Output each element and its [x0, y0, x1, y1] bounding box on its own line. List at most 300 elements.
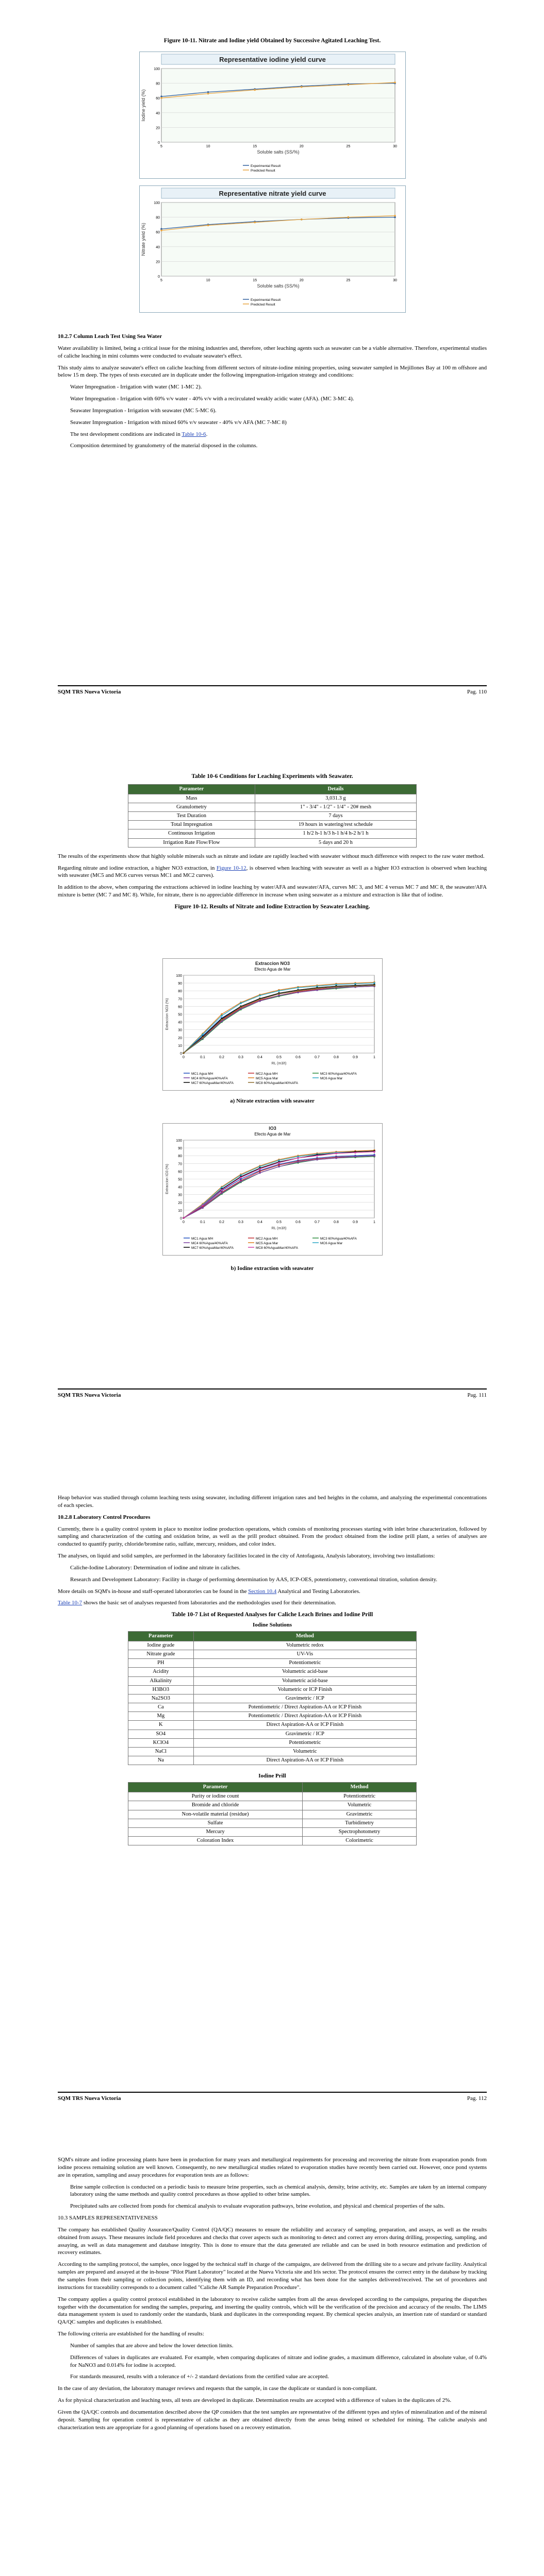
- table-link[interactable]: Table 10-6: [182, 431, 206, 437]
- data-point: [202, 1033, 204, 1036]
- y-tick-label: 100: [154, 201, 160, 205]
- table-cell: Granulometry: [128, 803, 255, 811]
- table-cell: Potentiometric: [303, 1792, 417, 1801]
- table-cell: Mercury: [128, 1827, 303, 1836]
- x-tick-label: 5: [160, 279, 162, 282]
- x-tick-label: 0.4: [257, 1056, 262, 1059]
- list-item: Research and Development Laboratory: Facility in charge of performing determination by AAS, ICP-OES, potentiometry, conventional titration, solution density.: [70, 1576, 437, 1583]
- x-tick-label: 0.9: [353, 1056, 358, 1059]
- data-point: [278, 1162, 280, 1164]
- y-tick-label: 100: [176, 974, 182, 978]
- table-cell: Spectrophotometry: [303, 1827, 417, 1836]
- footer-title: SQM TRS Nueva Victoria: [58, 1392, 121, 1398]
- y-tick-label: 80: [156, 216, 160, 220]
- plot-area: [161, 202, 395, 276]
- legend-label: Experimental Result: [251, 164, 281, 168]
- legend-label: MC6 Agua Mar: [320, 1077, 343, 1080]
- data-point: [207, 93, 209, 95]
- paragraph: SQM's nitrate and iodine processing plants have been in production for many years and metallurgical requirements for processing and recovering the nitrate from evaporation ponds from iodine process remaining solution are well known. Consequently, no new metallurgical studies related to evaporation studies have recently been carried out. However, once pond systems are in operation, sampling and assay procedures for evaporation tests are as follows:: [58, 2157, 487, 2178]
- x-axis-label: Soluble salts (SS/%): [257, 283, 300, 289]
- y-tick-label: 70: [178, 997, 182, 1002]
- table-cell: 1" - 3/4" - 1/2" - 1/4" - 20# mesh: [255, 803, 416, 811]
- y-tick-label: 80: [178, 1155, 182, 1159]
- table-row: [128, 1730, 417, 1738]
- legend-label: MC6 Agua Mar: [320, 1242, 343, 1245]
- x-tick-label: 1: [373, 1056, 375, 1059]
- x-tick-label: 0.3: [238, 1056, 243, 1059]
- legend-label: MC3 60%Agua/40%AFA: [320, 1237, 357, 1241]
- legend-label: MC4 60%Agua/40%AFA: [191, 1077, 228, 1080]
- legend-label: MC1 Agua MH: [191, 1237, 213, 1241]
- table-row: [128, 1747, 417, 1756]
- table-row: [128, 1827, 417, 1836]
- table-cell: Nitrate grade: [128, 1650, 194, 1658]
- data-point: [240, 1180, 242, 1182]
- table-cell: Na2SO3: [128, 1694, 194, 1703]
- paragraph: [58, 1588, 487, 1596]
- table-title: Table 10-7 List of Requested Analyses for Caliche Leach Brines and Iodine Prill: [171, 1612, 373, 1618]
- list-item: Water Impregnation - Irrigation with water (MC 1-MC 2).: [70, 384, 202, 391]
- x-tick-label: 0.5: [276, 1221, 282, 1224]
- page-number: Pag. 111: [467, 1392, 487, 1398]
- table-row: [128, 1810, 417, 1819]
- legend-label: MC5 Agua Mar: [256, 1077, 278, 1080]
- y-tick-label: 0: [180, 1052, 182, 1056]
- data-point: [335, 986, 337, 988]
- legend-label: Experimental Result: [251, 298, 281, 302]
- legend-label: Predicted Result: [251, 303, 275, 307]
- y-tick-label: 20: [156, 260, 160, 264]
- page-112: [0, 1406, 544, 2110]
- data-point: [348, 84, 350, 86]
- x-axis-label: RL (m3/t): [271, 1062, 287, 1065]
- table-title: Table 10-6 Conditions for Leaching Experiments with Seawater.: [191, 773, 353, 779]
- x-tick-label: 0.7: [315, 1221, 320, 1224]
- page-number: Pag. 112: [467, 2095, 487, 2102]
- table-cell: KClO4: [128, 1738, 194, 1747]
- figure-title: Figure 10-12. Results of Nitrate and Iodine Extraction by Seawater Leaching.: [174, 903, 370, 910]
- table-row: [128, 829, 417, 838]
- plot-area: [161, 69, 395, 142]
- legend-label: MC7 60%AguaMar/40%AFA: [191, 1081, 234, 1085]
- y-tick-label: 40: [156, 245, 160, 249]
- y-tick-label: 20: [178, 1036, 182, 1040]
- paragraph: This study aims to analyze seawater's effect on caliche leaching from different sectors of nitrate-iodine mining properties, using seawater sampled in Mejillones Bay at 100 m offshore and below 15 m deep. The types of tests executed are in duplicate under the following impregnation-irrigation strategy and conditions:: [58, 364, 487, 379]
- iodine-extraction-chart-svg: [163, 1124, 382, 1255]
- x-tick-label: 5: [160, 145, 162, 148]
- data-point: [254, 89, 256, 91]
- paragraph: As for physical characterization and leaching tests, all tests are developed in duplicate. Determination results are accepted with a difference of values in the duplicates of 2%.: [58, 2397, 452, 2404]
- table-cell: Volumetric acid-base: [193, 1676, 416, 1685]
- column-header: Method: [303, 1783, 417, 1792]
- table-cell: PH: [128, 1659, 194, 1668]
- y-axis-label: Extraccion NO3 (%): [166, 998, 169, 1030]
- text: The test development conditions are indicated in: [70, 431, 182, 437]
- y-tick-label: 50: [178, 1013, 182, 1017]
- table-row: [128, 1685, 417, 1694]
- y-tick-label: 70: [178, 1162, 182, 1166]
- iodine-yield-chart: [139, 52, 406, 179]
- chart-title: IO3: [269, 1126, 276, 1131]
- conditions-table: [128, 784, 417, 848]
- data-point: [259, 1168, 261, 1170]
- y-tick-label: 20: [156, 126, 160, 130]
- paragraph: Currently, there is a quality control system in place to monitor iodine production operations, which consists of monitoring processes starting with inlet brine characterization, followed by sampling and characterization of the cutting and oxidation brine, as well as the prill product obtained. From the product obtained from the iodine prill plant, a series of analyses are conducted to quantify purity, chloride/bromine ratio, sulfate, mercury, residues, and color index.: [58, 1526, 487, 1548]
- data-point: [394, 81, 396, 83]
- table-row: [128, 1659, 417, 1668]
- iodine-yield-chart-svg: [140, 52, 405, 178]
- data-point: [202, 1037, 204, 1039]
- y-tick-label: 100: [154, 67, 160, 71]
- x-tick-label: 0: [183, 1056, 185, 1059]
- x-tick-label: 0.6: [295, 1221, 301, 1224]
- table-cell: 3,031.3 g: [255, 794, 416, 803]
- table-cell: Potentiometric: [193, 1738, 416, 1747]
- data-point: [207, 225, 209, 227]
- table-cell: Gravimetric: [303, 1810, 417, 1819]
- y-axis-label: Nitrate yield (%): [141, 223, 146, 256]
- table-cell: Gravimetric / ICP: [193, 1694, 416, 1703]
- page-footer: [58, 2092, 487, 2103]
- data-point: [297, 1157, 299, 1159]
- table-row: [128, 1668, 417, 1676]
- column-header: Parameter: [128, 784, 255, 794]
- data-point: [316, 1159, 318, 1161]
- table-link[interactable]: Table 10-7: [58, 1600, 83, 1606]
- table-cell: Irrigation Rate Flow/Flow: [128, 838, 255, 847]
- legend-label: MC7 60%AguaMar/40%AFA: [191, 1246, 234, 1250]
- chart-title: Representative iodine yield curve: [219, 56, 326, 63]
- y-tick-label: 50: [178, 1178, 182, 1182]
- table-subtitle: Iodine Solutions: [252, 1621, 292, 1628]
- y-tick-label: 0: [158, 141, 160, 145]
- data-point: [240, 1177, 242, 1179]
- chart-subtitle: Efecto Agua de Mar: [254, 1132, 291, 1137]
- table-row: [128, 1676, 417, 1685]
- list-item: Number of samples that are above and below the lower detection limits.: [70, 2342, 234, 2349]
- table-cell: 19 hours in watering/rest schedule: [255, 821, 416, 829]
- y-axis-label: Extraccion IO3 (%): [166, 1164, 169, 1194]
- paragraph: Water availability is limited, being a critical issue for the mining industries and, therefore, other leaching agents such as seawater can be a viable alternative. Therefore, experimental studies of caliche leaching in mini columns were conducted to evaluate seawater's effect.: [58, 345, 487, 359]
- paragraph: [58, 1599, 487, 1607]
- data-point: [297, 990, 299, 992]
- table-row: [128, 812, 417, 821]
- data-point: [354, 1151, 356, 1154]
- table-row: [128, 821, 417, 829]
- y-tick-label: 60: [156, 231, 160, 235]
- figure-caption-a: a) Nitrate extraction with seawater: [230, 1098, 315, 1104]
- data-point: [278, 990, 280, 992]
- table-row: [128, 1641, 417, 1650]
- y-tick-label: 10: [178, 1209, 182, 1213]
- nitrate-yield-chart: [139, 185, 406, 313]
- data-point: [278, 993, 280, 995]
- data-point: [259, 998, 261, 1001]
- data-point: [297, 1161, 299, 1163]
- table-subtitle: Iodine Prill: [258, 1773, 286, 1780]
- data-point: [183, 1052, 185, 1054]
- legend-label: Predicted Result: [251, 169, 275, 173]
- x-axis-label: Soluble salts (SS/%): [257, 149, 300, 155]
- paragraph: The following criteria are established for the handling of results:: [58, 2331, 204, 2337]
- x-tick-label: 0.3: [238, 1221, 243, 1224]
- table-row: [128, 1694, 417, 1703]
- table-cell: UV-Vis: [193, 1650, 416, 1658]
- x-tick-label: 0.2: [219, 1056, 224, 1059]
- table-cell: Sulfate: [128, 1819, 303, 1827]
- list-item: Seawater Impregnation - Irrigation with seawater (MC 5-MC 6).: [70, 407, 217, 414]
- legend-label: MC1 Agua MH: [191, 1072, 213, 1076]
- iodine-prill-table: [128, 1782, 417, 1845]
- section-heading: 10.2.7 Column Leach Test Using Sea Water: [58, 333, 162, 340]
- list-item: Brine sample collection is conducted on a periodic basis to measure brine properties, such as chemical analysis, density, brine activity, etc. Samples are taken by an internal company laboratory using the same methods and quality control procedures as those applied to other brine samples.: [70, 2183, 487, 2198]
- x-tick-label: 0.8: [334, 1221, 339, 1224]
- list-item: Water Impregnation - Irrigation with 60% v/v water - 40% v/v with a recirculated weakly acidic water (AFA). (MC 3-MC 4).: [70, 396, 354, 402]
- y-tick-label: 60: [178, 1170, 182, 1174]
- page-111: [0, 703, 544, 1406]
- table-cell: Coloration Index: [128, 1837, 303, 1845]
- data-point: [221, 1192, 223, 1194]
- x-tick-label: 0: [183, 1221, 185, 1224]
- table-cell: Mg: [128, 1712, 194, 1721]
- table-row: [128, 1792, 417, 1801]
- y-tick-label: 40: [178, 1185, 182, 1190]
- x-tick-label: 0.6: [295, 1056, 301, 1059]
- text: Analytical and Testing Laboratories.: [276, 1588, 360, 1595]
- y-tick-label: 60: [156, 97, 160, 101]
- y-tick-label: 90: [178, 1147, 182, 1151]
- data-point: [259, 994, 261, 996]
- table-cell: Continuous Irrigation: [128, 829, 255, 838]
- table-row: [128, 1801, 417, 1810]
- table-row: [128, 1721, 417, 1730]
- text: Regarding nitrate and iodine extraction, a higher NO3 extraction, in: [58, 865, 217, 871]
- table-cell: Non-volatile material (residue): [128, 1810, 303, 1819]
- paragraph: The analyses, on liquid and solid samples, are performed in the laboratory facilities located in the city of Antofagasta, Analysis laboratory, involving two installations:: [58, 1553, 435, 1560]
- section-heading: 10.3 SAMPLES REPRESENTATIVENESS: [58, 2215, 158, 2222]
- footer-title: SQM TRS Nueva Victoria: [58, 689, 121, 695]
- data-point: [221, 1015, 223, 1017]
- data-point: [373, 985, 375, 987]
- figure-title: Figure 10-11. Nitrate and Iodine yield Obtained by Successive Agitated Leaching Test.: [163, 38, 381, 44]
- table-cell: Total Impregnation: [128, 821, 255, 829]
- page-number: Pag. 110: [467, 689, 487, 695]
- x-tick-label: 15: [253, 145, 257, 148]
- paragraph: [70, 431, 487, 438]
- chart-title: Extraccion NO3: [255, 961, 290, 966]
- x-tick-label: 30: [393, 145, 397, 148]
- y-tick-label: 20: [178, 1201, 182, 1205]
- data-point: [301, 86, 303, 88]
- table-cell: Direct Aspiration-AA or ICP Finish: [193, 1756, 416, 1765]
- text: shows the basic set of analyses requested from laboratories and the methodologies used for their determination.: [82, 1600, 336, 1606]
- x-tick-label: 15: [253, 279, 257, 282]
- column-header: Details: [255, 784, 416, 794]
- table-cell: Volumetric redox: [193, 1641, 416, 1650]
- page-113: [0, 2110, 544, 2576]
- table-cell: Na: [128, 1756, 194, 1765]
- table-cell: Potentiometric / Direct Aspiration-AA or ICP Finish: [193, 1703, 416, 1712]
- x-tick-label: 0.8: [334, 1056, 339, 1059]
- table-cell: Volumetric acid-base: [193, 1668, 416, 1676]
- x-axis-label: RL (m3/t): [271, 1227, 287, 1230]
- y-tick-label: 30: [178, 1028, 182, 1032]
- data-point: [278, 1166, 280, 1168]
- list-item: Differences of values in duplicates are evaluated. For example, when comparing duplicates of nitrate and iodine grades, a maximum difference, calculated in absolute value, of 0.4% for NaNO3 and 0.014% for iodine is accepted.: [70, 2354, 487, 2368]
- table-row: [128, 1712, 417, 1721]
- table-cell: NaCl: [128, 1747, 194, 1756]
- y-tick-label: 30: [178, 1193, 182, 1197]
- data-point: [335, 1157, 337, 1159]
- table-cell: Purity or iodine count: [128, 1792, 303, 1801]
- table-cell: Alkalinity: [128, 1676, 194, 1685]
- data-point: [297, 987, 299, 989]
- data-point: [221, 1019, 223, 1021]
- x-tick-label: 25: [346, 279, 351, 282]
- section-heading: 10.2.8 Laboratory Control Procedures: [58, 1514, 151, 1520]
- x-tick-label: 0.2: [219, 1221, 224, 1224]
- table-row: [128, 1738, 417, 1747]
- table-row: [128, 1703, 417, 1712]
- data-point: [316, 1155, 318, 1157]
- iodine-solutions-table: [128, 1631, 417, 1766]
- nitrate-extraction-chart-svg: [163, 959, 382, 1090]
- paragraph: Composition determined by granulometry of the material disposed in the columns.: [70, 443, 258, 449]
- data-point: [354, 1156, 356, 1158]
- table-row: [128, 1837, 417, 1845]
- table-cell: Direct Aspiration-AA or ICP Finish: [193, 1721, 416, 1730]
- legend-label: MC3 60%Agua/40%AFA: [320, 1072, 357, 1076]
- table-cell: Acidity: [128, 1668, 194, 1676]
- list-item: Precipitated salts are collected from ponds for chemical analysis to evaluate evaporation pathways, brine evolution, and physical and chemical properties of the salts.: [70, 2203, 445, 2210]
- table-cell: Volumetric: [193, 1747, 416, 1756]
- data-point: [183, 1217, 185, 1219]
- table-row: [128, 1650, 417, 1658]
- paragraph: [58, 865, 487, 880]
- data-point: [394, 215, 396, 217]
- table-cell: Gravimetric / ICP: [193, 1730, 416, 1738]
- list-item: Caliche-Iodine Laboratory: Determination of iodine and nitrate in caliches.: [70, 1564, 241, 1571]
- paragraph: Heap behavior was studied through column leaching tests using seawater, including different irrigation rates and bed heights in the column, and analyzing the experimental concentrations of each species.: [58, 1495, 487, 1509]
- data-point: [240, 1006, 242, 1008]
- x-tick-label: 0.5: [276, 1056, 282, 1059]
- column-header: Parameter: [128, 1783, 303, 1792]
- paragraph: Given the QA/QC controls and documentation described above the QP considers that the test samples are representative of the different types and styles of mineralization and of the mineral deposit. Sampling for operation control is representative of caliche as they are obtained directly from the areas being mined or scheduled for mining. The caliche analysis and characterization tests are appropriate for a good planning of operations based on a recovery estimation.: [58, 2409, 487, 2431]
- legend-label: MC8 60%AguaMar/40%AFA: [256, 1246, 299, 1250]
- nitrate-extraction-chart: [162, 958, 383, 1091]
- legend-label: MC4 60%Agua/40%AFA: [191, 1242, 228, 1245]
- table-row: [128, 803, 417, 811]
- paragraph: The company applies a quality control protocol established in the laboratory to receive caliche samples from all the areas developed according to the campaigns, preparing the dispatches together with the documentation for sending the samples, preparing, and inserting the quality controls, which will be the verification of the precision and accuracy of the results. The LIMS data management system is used to randomly order the standards, blank and duplicates in the corresponding request. By chemical species analysis, an insertion rate of standard or standard QA/QC samples and duplicates is established.: [58, 2296, 487, 2326]
- legend-label: MC2 Agua MH: [256, 1072, 278, 1076]
- table-cell: H3BO3: [128, 1685, 194, 1694]
- y-tick-label: 0: [180, 1217, 182, 1221]
- chart-title: Representative nitrate yield curve: [219, 190, 326, 197]
- legend-label: MC8 60%AguaMar/40%AFA: [256, 1081, 299, 1085]
- paragraph: In the case of any deviation, the laboratory manager reviews and requests that the sample, in case the duplicate or standard is non-compliant.: [58, 2385, 377, 2392]
- text: More details on SQM's in-house and staff-operated laboratories can be found in the: [58, 1588, 249, 1595]
- data-point: [202, 1205, 204, 1207]
- x-tick-label: 0.7: [315, 1056, 320, 1059]
- table-cell: Mass: [128, 794, 255, 803]
- x-tick-label: 0.1: [200, 1056, 205, 1059]
- data-point: [335, 1153, 337, 1155]
- figure-caption-b: b) Iodine extraction with seawater: [230, 1265, 314, 1272]
- figure-link[interactable]: Figure 10-12: [216, 865, 246, 871]
- page-footer: [58, 1388, 487, 1399]
- x-tick-label: 20: [299, 279, 304, 282]
- paragraph: The results of the experiments show that highly soluble minerals such as nitrate and iodate are rapidly leached with seawater without much difference with respect to the raw water method.: [58, 853, 485, 859]
- footer-title: SQM TRS Nueva Victoria: [58, 2095, 121, 2102]
- y-tick-label: 80: [178, 990, 182, 994]
- data-point: [354, 985, 356, 987]
- x-tick-label: 30: [393, 279, 397, 282]
- table-cell: Ca: [128, 1703, 194, 1712]
- x-tick-label: 0.1: [200, 1221, 205, 1224]
- text: , is observed when leaching with seawater as well as a higher IO3 extraction is observed when leaching with seawater (MC5 and MC6 curves versus MC1 and MC2 curves).: [58, 865, 487, 879]
- table-cell: SO4: [128, 1730, 194, 1738]
- table-cell: Potentiometric: [193, 1659, 416, 1668]
- legend-label: MC5 Agua Mar: [256, 1242, 278, 1245]
- column-header: Method: [193, 1631, 416, 1641]
- y-tick-label: 80: [156, 82, 160, 86]
- y-tick-label: 40: [156, 111, 160, 115]
- table-cell: 5 days and 20 h: [255, 838, 416, 847]
- list-item: Seawater Impregnation - Irrigation with mixed 60% v/v seawater - 40% v/v AFA (MC 7-MC 8): [70, 419, 287, 426]
- paragraph: The company has established Quality Assurance/Quality Control (QA/QC) measures to ensure the reliability and accuracy of sampling, preparation, and assays, as well as the results obtained from assays. These measures include field procedures and checks that cover aspects such as monitoring to detect and correct any errors during drilling, prospecting, sampling, and assaying, as well as data management and database integrity. This is done to ensure that the data generated are reliable and can be used in both resource estimation and prediction of recovery estimates.: [58, 2226, 487, 2256]
- table-cell: 1 h/2 h-1 h/3 h-1 h/4 h-2 h/1 h: [255, 829, 416, 838]
- y-tick-label: 90: [178, 982, 182, 986]
- page-footer: [58, 685, 487, 696]
- column-header: Parameter: [128, 1631, 194, 1641]
- data-point: [348, 216, 350, 218]
- text: .: [206, 431, 208, 437]
- table-row: [128, 1756, 417, 1765]
- table-cell: Colorimetric: [303, 1837, 417, 1845]
- x-tick-label: 20: [299, 145, 304, 148]
- chart-subtitle: Efecto Agua de Mar: [254, 967, 291, 972]
- paragraph: In addition to the above, when comparing the extractions achieved in iodine leaching by water/AFA and seawater/AFA, curves MC 3, and MC 4 versus MC 7 and MC 8, the seawater/AFA mixture is better (MC 7 and MC 8). While, for nitrate, there is no appreciable difference in increase when using seawater as a mixture and extraction is like that of iodine.: [58, 884, 487, 899]
- section-link[interactable]: Section 10.4: [248, 1588, 277, 1595]
- table-row: [128, 1819, 417, 1827]
- y-tick-label: 100: [176, 1139, 182, 1143]
- data-point: [259, 1172, 261, 1174]
- data-point: [373, 1155, 375, 1157]
- y-tick-label: 0: [158, 275, 160, 279]
- table-cell: Test Duration: [128, 812, 255, 821]
- data-point: [301, 218, 303, 221]
- x-tick-label: 10: [206, 279, 210, 282]
- x-tick-label: 10: [206, 145, 210, 148]
- y-tick-label: 10: [178, 1044, 182, 1048]
- table-row: [128, 794, 417, 803]
- data-point: [160, 230, 162, 232]
- y-tick-label: 60: [178, 1005, 182, 1009]
- nitrate-yield-chart-svg: [140, 186, 405, 312]
- x-tick-label: 0.9: [353, 1221, 358, 1224]
- table-cell: 7 days: [255, 812, 416, 821]
- iodine-extraction-chart: [162, 1123, 383, 1256]
- page-110: [0, 0, 544, 703]
- data-point: [373, 1151, 375, 1153]
- data-point: [316, 988, 318, 990]
- data-point: [221, 1189, 223, 1191]
- table-cell: Turbidimetry: [303, 1819, 417, 1827]
- x-tick-label: 25: [346, 145, 351, 148]
- table-cell: Bromide and chloride: [128, 1801, 303, 1810]
- x-tick-label: 1: [373, 1221, 375, 1224]
- table-cell: K: [128, 1721, 194, 1730]
